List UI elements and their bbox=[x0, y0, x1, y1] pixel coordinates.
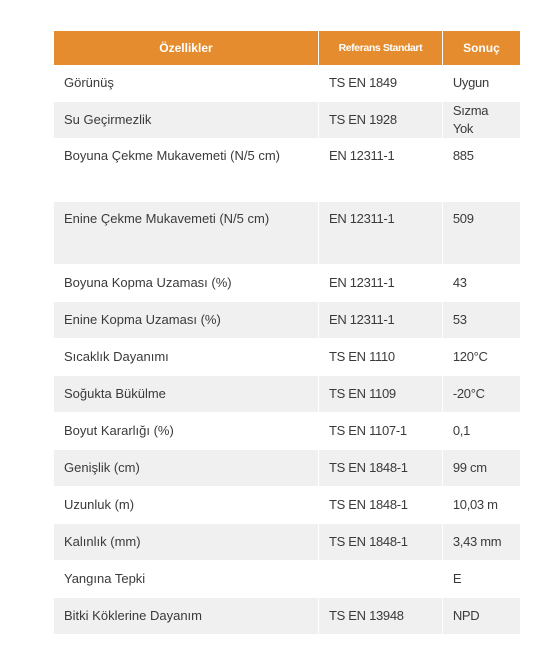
standard-cell: TS EN 1107-1 bbox=[319, 413, 443, 450]
property-cell: Boyuna Kopma Uzaması (%) bbox=[54, 265, 319, 302]
table-row bbox=[54, 265, 520, 302]
header-result: Sonuç bbox=[443, 31, 520, 65]
header-standard: Referans Standart bbox=[319, 31, 443, 65]
table-row bbox=[54, 302, 520, 339]
standard-cell: EN 12311-1 bbox=[319, 265, 443, 302]
result-cell: 3,43 mm bbox=[443, 524, 520, 561]
property-cell: Bitki Köklerine Dayanım bbox=[54, 598, 319, 635]
header-property: Özellikler bbox=[54, 31, 319, 65]
standard-cell: TS EN 13948 bbox=[319, 598, 443, 635]
spec-table bbox=[54, 31, 520, 635]
standard-cell: EN 12311-1 bbox=[319, 202, 443, 265]
result-cell: 509 bbox=[443, 202, 520, 265]
result-cell: 885 bbox=[443, 139, 520, 202]
property-cell: Sıcaklık Dayanımı bbox=[54, 339, 319, 376]
property-cell: Boyut Kararlığı (%) bbox=[54, 413, 319, 450]
table-row bbox=[54, 65, 520, 102]
standard-cell: TS EN 1848-1 bbox=[319, 450, 443, 487]
table-row bbox=[54, 102, 520, 139]
result-cell: 99 cm bbox=[443, 450, 520, 487]
table-row bbox=[54, 339, 520, 376]
property-cell: Yangına Tepki bbox=[54, 561, 319, 598]
table-row bbox=[54, 202, 520, 265]
property-cell: Genişlik (cm) bbox=[54, 450, 319, 487]
table-row bbox=[54, 450, 520, 487]
property-cell: Enine Çekme Mukavemeti (N/5 cm) bbox=[54, 202, 319, 265]
property-cell: Uzunluk (m) bbox=[54, 487, 319, 524]
table-row bbox=[54, 524, 520, 561]
property-cell: Görünüş bbox=[54, 65, 319, 102]
spec-table-body bbox=[54, 65, 520, 635]
result-cell: 43 bbox=[443, 265, 520, 302]
table-row bbox=[54, 413, 520, 450]
table-row bbox=[54, 561, 520, 598]
property-cell: Su Geçirmezlik bbox=[54, 102, 319, 139]
result-cell: 10,03 m bbox=[443, 487, 520, 524]
standard-cell: TS EN 1110 bbox=[319, 339, 443, 376]
result-cell: -20°C bbox=[443, 376, 520, 413]
table-row bbox=[54, 487, 520, 524]
standard-cell: TS EN 1848-1 bbox=[319, 487, 443, 524]
result-cell: Sızma Yok bbox=[443, 102, 520, 139]
spec-table-header bbox=[54, 31, 520, 65]
property-cell: Enine Kopma Uzaması (%) bbox=[54, 302, 319, 339]
result-cell: 53 bbox=[443, 302, 520, 339]
table-row bbox=[54, 139, 520, 202]
property-cell: Boyuna Çekme Mukavemeti (N/5 cm) bbox=[54, 139, 319, 202]
standard-cell: TS EN 1928 bbox=[319, 102, 443, 139]
table-row bbox=[54, 598, 520, 635]
table-row bbox=[54, 376, 520, 413]
result-cell: Uygun bbox=[443, 65, 520, 102]
standard-cell: EN 12311-1 bbox=[319, 302, 443, 339]
result-cell: 0,1 bbox=[443, 413, 520, 450]
standard-cell: TS EN 1849 bbox=[319, 65, 443, 102]
result-cell: NPD bbox=[443, 598, 520, 635]
property-cell: Soğukta Bükülme bbox=[54, 376, 319, 413]
header-row bbox=[54, 31, 520, 65]
result-cell: 120°C bbox=[443, 339, 520, 376]
standard-cell: TS EN 1109 bbox=[319, 376, 443, 413]
standard-cell bbox=[319, 561, 443, 598]
property-cell: Kalınlık (mm) bbox=[54, 524, 319, 561]
result-cell: E bbox=[443, 561, 520, 598]
standard-cell: EN 12311-1 bbox=[319, 139, 443, 202]
standard-cell: TS EN 1848-1 bbox=[319, 524, 443, 561]
